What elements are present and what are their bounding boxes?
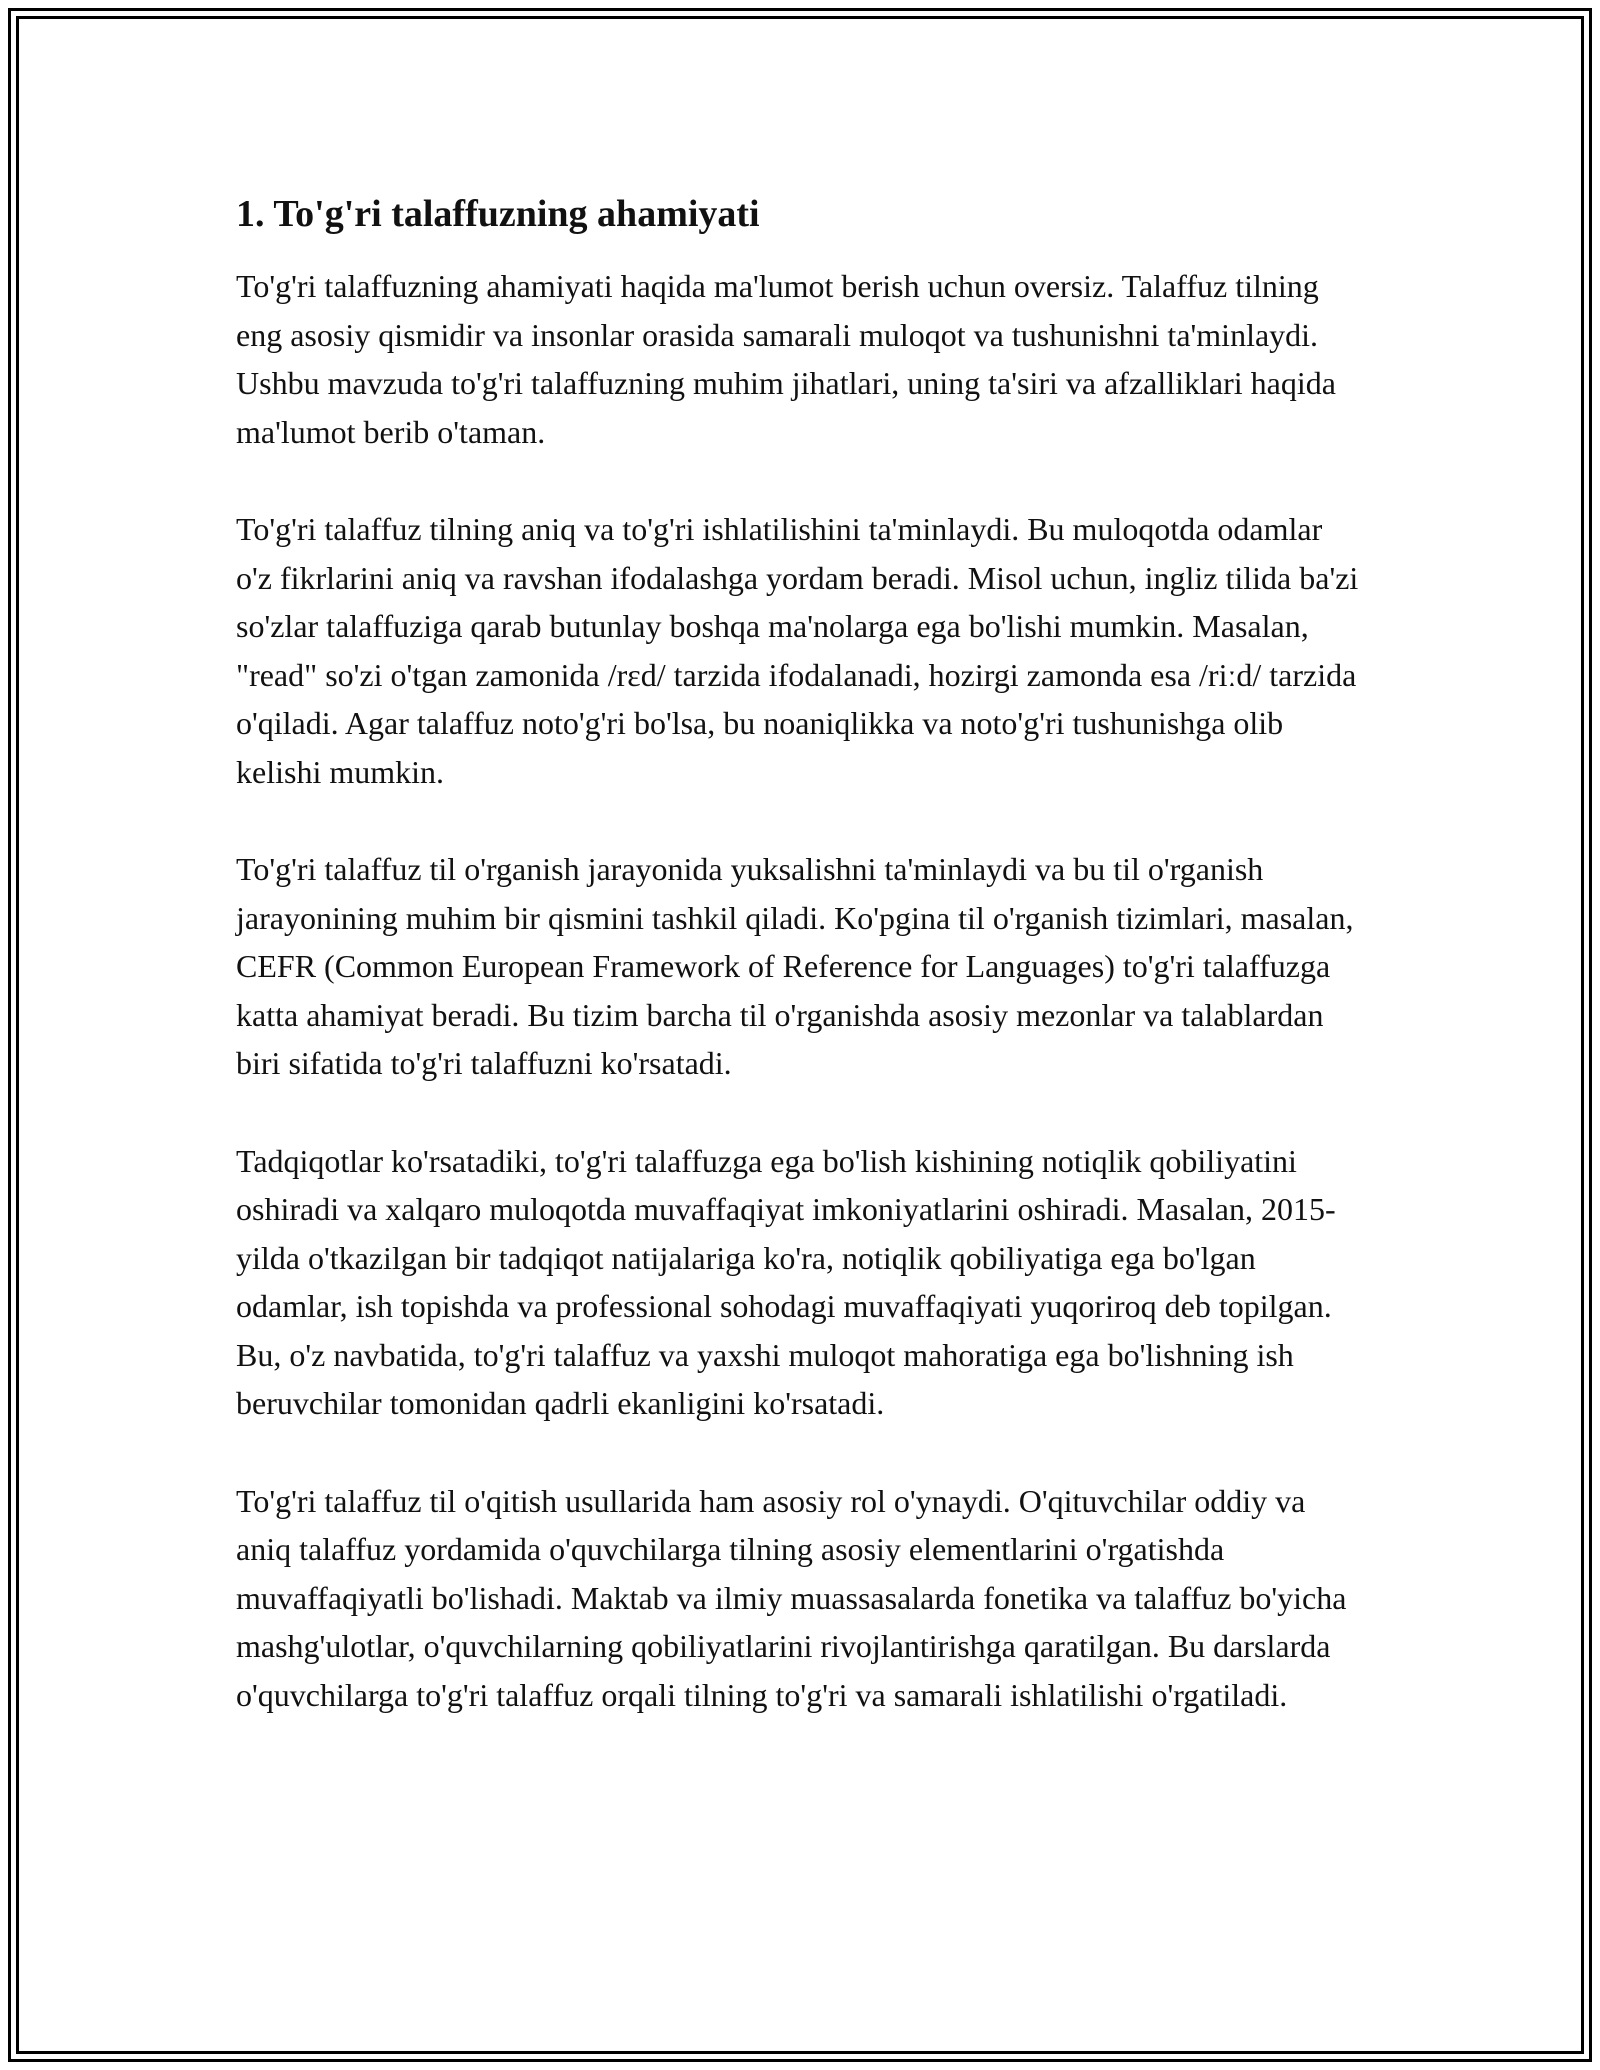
- document-body: [236, 190, 1366, 1768]
- paragraph-2: To'g'ri talaffuz tilning aniq va to'g'ri ishlatilishini ta'minlaydi. Bu muloqotda odamlar o'z fikrlarini aniq va ravshan ifodalashga yordam beradi. Misol uchun, ingliz tilida ba'zi so'zlar talaffuziga qarab butunlay boshqa ma'nolarga ega bo'lishi mumkin. Masalan, "read" so'zi o'tgan zamonida /rɛd/ tarzida ifodalanadi, hozirgi zamonda esa /riːd/ tarzida o'qiladi. Agar talaffuz noto'g'ri bo'lsa, bu noaniqlikka va noto'g'ri tushunishga olib kelishi mumkin.: [236, 511, 1359, 790]
- paragraph-1: To'g'ri talaffuzning ahamiyati haqida ma'lumot berish uchun oversiz. Talaffuz tilning eng asosiy qismidir va insonlar orasida samarali muloqot va tushunishni ta'minlaydi. Ushbu mavzuda to'g'ri talaffuzning muhim jihatlari, uning ta'siri va afzalliklari haqida ma'lumot berib o'taman.: [236, 268, 1336, 450]
- paragraph-3: To'g'ri talaffuz til o'rganish jarayonida yuksalishni ta'minlaydi va bu til o'rganish jarayonining muhim bir qismini tashkil qiladi. Ko'pgina til o'rganish tizimlari, masalan, CEFR (Common European Framework of Reference for Languages) to'g'ri talaffuzga katta ahamiyat beradi. Bu tizim barcha til o'rganishda asosiy mezonlar va talablardan biri sifatida to'g'ri talaffuzni ko'rsatadi.: [236, 851, 1354, 1081]
- paragraph-4: Tadqiqotlar ko'rsatadiki, to'g'ri talaffuzga ega bo'lish kishining notiqlik qobiliyatini oshiradi va xalqaro muloqotda muvaffaqiyat imkoniyatlarini oshiradi. Masalan, 2015-yilda o'tkazilgan bir tadqiqot natijalariga ko'ra, notiqlik qobiliyatiga ega bo'lgan odamlar, ish topishda va professional sohodagi muvaffaqiyati yuqoriroq deb topilgan. Bu, o'z navbatida, to'g'ri talaffuz va yaxshi muloqot mahoratiga ega bo'lishning ish beruvchilar tomonidan qadrli ekanligini ko'rsatadi.: [236, 1142, 1336, 1421]
- paragraph-5: To'g'ri talaffuz til o'qitish usullarida ham asosiy rol o'ynaydi. O'qituvchilar oddiy va aniq talaffuz yordamida o'quvchilarga tilning asosiy elementlarini o'rgatishda muvaffaqiyatli bo'lishadi. Maktab va ilmiy muassasalarda fonetika va talaffuz bo'yicha mashg'ulotlar, o'quvchilarning qobiliyatlarini rivojlantirishga qaratilgan. Bu darslarda o'quvchilarga to'g'ri talaffuz orqali tilning to'g'ri va samarali ishlatilishi o'rgatiladi.: [236, 1482, 1347, 1713]
- section-heading: 1. To'g'ri talaffuzning ahamiyati: [236, 193, 760, 235]
